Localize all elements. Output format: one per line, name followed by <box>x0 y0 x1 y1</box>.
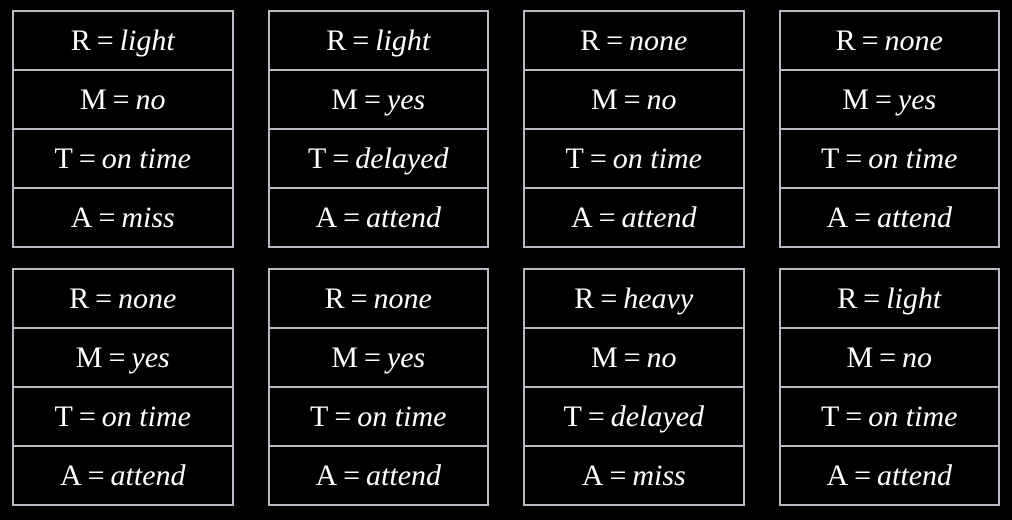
attribute-key: T <box>821 141 840 175</box>
attribute-key: M <box>331 340 358 374</box>
equals-sign: = <box>879 340 897 374</box>
attribute-key: A <box>315 200 338 234</box>
attribute-row-attend <box>270 189 488 246</box>
attribute-key: R <box>574 281 595 315</box>
attribute-value: none <box>629 23 688 57</box>
attribute-value: none <box>884 23 943 57</box>
attribute-value: attend <box>877 200 953 234</box>
attribute-value: on time <box>868 399 958 433</box>
attribute-row-rain <box>14 270 232 329</box>
attribute-key: A <box>570 200 593 234</box>
attribute-key: R <box>837 281 858 315</box>
attribute-row-attend <box>14 189 232 246</box>
equals-sign: = <box>606 23 624 57</box>
attribute-row-transit <box>270 388 488 447</box>
equals-sign: = <box>112 82 130 116</box>
equals-sign: = <box>587 399 605 433</box>
attribute-row-attend <box>270 447 488 504</box>
attribute-value: miss <box>121 200 175 234</box>
attribute-key: R <box>324 281 345 315</box>
attribute-key: A <box>826 200 849 234</box>
attribute-key: T <box>563 399 582 433</box>
attribute-row-transit <box>525 130 743 189</box>
attribute-row-transit <box>525 388 743 447</box>
attribute-key: M <box>331 82 358 116</box>
attribute-key: M <box>79 82 107 116</box>
attribute-row-mood <box>14 329 232 388</box>
equals-sign: = <box>845 141 863 175</box>
attribute-value: delayed <box>610 399 705 433</box>
attribute-key: M <box>846 340 874 374</box>
equals-sign: = <box>854 458 872 492</box>
attribute-value: on time <box>101 141 191 175</box>
equals-sign: = <box>98 200 116 234</box>
attribute-value: none <box>373 281 432 315</box>
attribute-key: T <box>565 141 584 175</box>
attribute-key: M <box>590 82 618 116</box>
attribute-key: M <box>75 340 103 374</box>
attribute-key: T <box>54 399 73 433</box>
equals-sign: = <box>332 141 350 175</box>
attribute-value: miss <box>632 458 686 492</box>
attribute-value: no <box>646 340 677 374</box>
attribute-row-attend <box>781 189 999 246</box>
attribute-key: A <box>315 458 338 492</box>
attribute-key: R <box>69 281 90 315</box>
instance-card-8 <box>779 268 1001 506</box>
attribute-row-mood <box>525 71 743 130</box>
instance-card-1 <box>12 10 234 248</box>
equals-sign: = <box>95 281 113 315</box>
equals-sign: = <box>78 141 96 175</box>
attribute-value: light <box>375 23 431 57</box>
instance-card-6 <box>268 268 490 506</box>
attribute-row-transit <box>14 388 232 447</box>
attribute-row-mood <box>781 329 999 388</box>
attribute-key: M <box>842 82 869 116</box>
attribute-value: yes <box>386 82 426 116</box>
instance-card-3 <box>523 10 745 248</box>
attribute-value: attend <box>110 458 186 492</box>
attribute-value: light <box>886 281 942 315</box>
equals-sign: = <box>589 141 607 175</box>
attribute-value: on time <box>868 141 958 175</box>
equals-sign: = <box>96 23 114 57</box>
attribute-value: light <box>119 23 175 57</box>
attribute-row-mood <box>525 329 743 388</box>
attribute-value: no <box>902 340 933 374</box>
attribute-value: yes <box>131 340 170 374</box>
attribute-key: M <box>590 340 618 374</box>
attribute-key: A <box>581 458 604 492</box>
attribute-row-transit <box>14 130 232 189</box>
attribute-row-attend <box>14 447 232 504</box>
attribute-value: yes <box>386 340 426 374</box>
equals-sign: = <box>854 200 872 234</box>
attribute-value: attend <box>366 200 442 234</box>
attribute-key: A <box>59 458 82 492</box>
instance-card-2 <box>268 10 490 248</box>
attribute-row-rain <box>781 270 999 329</box>
attribute-row-transit <box>781 130 999 189</box>
attribute-key: A <box>826 458 849 492</box>
attribute-value: no <box>135 82 166 116</box>
attribute-key: T <box>307 141 327 175</box>
attribute-row-mood <box>781 71 999 130</box>
attribute-value: on time <box>101 399 191 433</box>
equals-sign: = <box>343 458 361 492</box>
attribute-row-rain <box>525 270 743 329</box>
attribute-value: on time <box>612 141 702 175</box>
attribute-row-attend <box>525 447 743 504</box>
equals-sign: = <box>108 340 126 374</box>
equals-sign: = <box>598 200 616 234</box>
equals-sign: = <box>861 23 879 57</box>
equals-sign: = <box>334 399 352 433</box>
attribute-key: A <box>70 200 93 234</box>
equals-sign: = <box>623 82 641 116</box>
attribute-value: attend <box>366 458 442 492</box>
attribute-row-mood <box>270 329 488 388</box>
attribute-value: on time <box>357 399 447 433</box>
equals-sign: = <box>600 281 618 315</box>
equals-sign: = <box>352 23 370 57</box>
attribute-key: R <box>70 23 91 57</box>
attribute-row-mood <box>14 71 232 130</box>
equals-sign: = <box>343 200 361 234</box>
attribute-key: T <box>821 399 840 433</box>
instance-card-7 <box>523 268 745 506</box>
attribute-row-rain <box>781 12 999 71</box>
attribute-value: yes <box>897 82 937 116</box>
equals-sign: = <box>78 399 96 433</box>
equals-sign: = <box>874 82 892 116</box>
attribute-row-attend <box>781 447 999 504</box>
equals-sign: = <box>609 458 627 492</box>
attribute-value: no <box>646 82 677 116</box>
attribute-value: attend <box>877 458 953 492</box>
attribute-row-rain <box>270 12 488 71</box>
attribute-key: T <box>310 399 329 433</box>
attribute-key: R <box>835 23 856 57</box>
instance-card-5 <box>12 268 234 506</box>
attribute-row-rain <box>270 270 488 329</box>
attribute-row-transit <box>270 130 488 189</box>
attribute-key: T <box>54 141 73 175</box>
equals-sign: = <box>623 340 641 374</box>
attribute-row-attend <box>525 189 743 246</box>
attribute-value: heavy <box>623 281 694 315</box>
attribute-value: attend <box>621 200 697 234</box>
equals-sign: = <box>87 458 105 492</box>
equals-sign: = <box>350 281 368 315</box>
attribute-row-rain <box>14 12 232 71</box>
attribute-key: R <box>326 23 347 57</box>
instance-card-4 <box>779 10 1001 248</box>
attribute-row-mood <box>270 71 488 130</box>
attribute-row-rain <box>525 12 743 71</box>
equals-sign: = <box>363 340 381 374</box>
equals-sign: = <box>845 399 863 433</box>
equals-sign: = <box>863 281 881 315</box>
attribute-value: delayed <box>355 141 449 175</box>
attribute-row-transit <box>781 388 999 447</box>
attribute-key: R <box>580 23 601 57</box>
attribute-value: none <box>118 281 177 315</box>
equals-sign: = <box>363 82 381 116</box>
